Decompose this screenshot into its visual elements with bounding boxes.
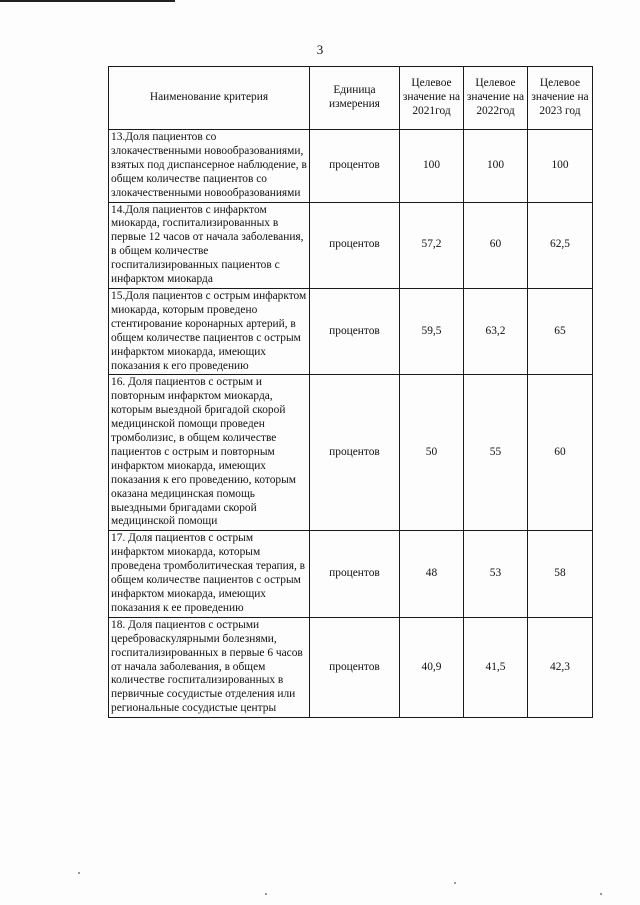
scan-speck — [265, 893, 267, 895]
target-2023-cell: 65 — [528, 288, 593, 374]
unit-cell: процентов — [310, 531, 400, 617]
criterion-name: 16. Доля пациентов с острым и повторным инфарктом миокарда, которым выездной бригадой скорой медицинской помощи проведен тромболизис, в общем количестве пациентов с острым и повторным инфарктом миокарда, имеющих показания к его проведению, которым оказана медицинская помощь выездными бригадами скорой медицинской помощи — [109, 375, 310, 531]
unit-cell: процентов — [310, 288, 400, 374]
header-row — [109, 67, 593, 130]
target-2021-cell: 50 — [400, 375, 464, 531]
target-2021-cell: 59,5 — [400, 288, 464, 374]
unit-cell: процентов — [310, 130, 400, 203]
table-row — [109, 130, 593, 203]
target-2021-cell: 48 — [400, 531, 464, 617]
target-2023-cell: 100 — [528, 130, 593, 203]
target-2023-cell: 42,3 — [528, 617, 593, 717]
criterion-name: 13.Доля пациентов со злокачественными новообразованиями, взятых под диспансерное наблюдение, в общем количестве пациентов со злокачественными новообразованиями — [109, 130, 310, 203]
criteria-table — [108, 66, 593, 718]
scan-speck — [600, 893, 602, 895]
criterion-name: 15.Доля пациентов с острым инфарктом миокарда, которым проведено стентирование коронарных артерий, в общем количестве пациентов с острым инфарктом миокарда, имеющих показания к его проведению — [109, 288, 310, 374]
page-number: 3 — [316, 42, 324, 57]
target-2022-cell: 63,2 — [464, 288, 528, 374]
target-2021-cell: 100 — [400, 130, 464, 203]
table-row — [109, 617, 593, 717]
criterion-name: 14.Доля пациентов с инфарктом миокарда, госпитализированных в первые 12 часов от начала заболевания, в общем количестве госпитализированных пациентов с инфарктом миокарда — [109, 202, 310, 288]
target-2021-cell: 57,2 — [400, 202, 464, 288]
target-2021-cell: 40,9 — [400, 617, 464, 717]
table-row — [109, 288, 593, 374]
target-2022-cell: 53 — [464, 531, 528, 617]
target-2022-cell: 60 — [464, 202, 528, 288]
scan-speck — [78, 872, 80, 874]
header-unit: Единица измерения — [310, 67, 400, 130]
table-row — [109, 202, 593, 288]
unit-cell: процентов — [310, 202, 400, 288]
top-edge-line — [0, 0, 175, 2]
target-2023-cell: 62,5 — [528, 202, 593, 288]
header-target-2021: Целевое значение на 2021год — [400, 67, 464, 130]
header-target-2022: Целевое значение на 2022год — [464, 67, 528, 130]
target-2022-cell: 100 — [464, 130, 528, 203]
scan-speck — [454, 882, 456, 884]
target-2023-cell: 60 — [528, 375, 593, 531]
header-target-2023: Целевое значение на 2023 год — [528, 67, 593, 130]
table-row — [109, 375, 593, 531]
table-row — [109, 531, 593, 617]
target-2023-cell: 58 — [528, 531, 593, 617]
unit-cell: процентов — [310, 617, 400, 717]
criterion-name: 18. Доля пациентов с острыми цереброваскулярными болезнями, госпитализированных в первые 6 часов от начала заболевания, в общем количестве госпитализированных в первичные сосудистые отделения или региональные сосудистые центры — [109, 617, 310, 717]
target-2022-cell: 41,5 — [464, 617, 528, 717]
target-2022-cell: 55 — [464, 375, 528, 531]
unit-cell: процентов — [310, 375, 400, 531]
criterion-name: 17. Доля пациентов с острым инфарктом миокарда, которым проведена тромболитическая терапия, в общем количестве пациентов с острым инфарктом миокарда, имеющих показания к ее проведению — [109, 531, 310, 617]
header-criterion-name: Наименование критерия — [109, 67, 310, 130]
